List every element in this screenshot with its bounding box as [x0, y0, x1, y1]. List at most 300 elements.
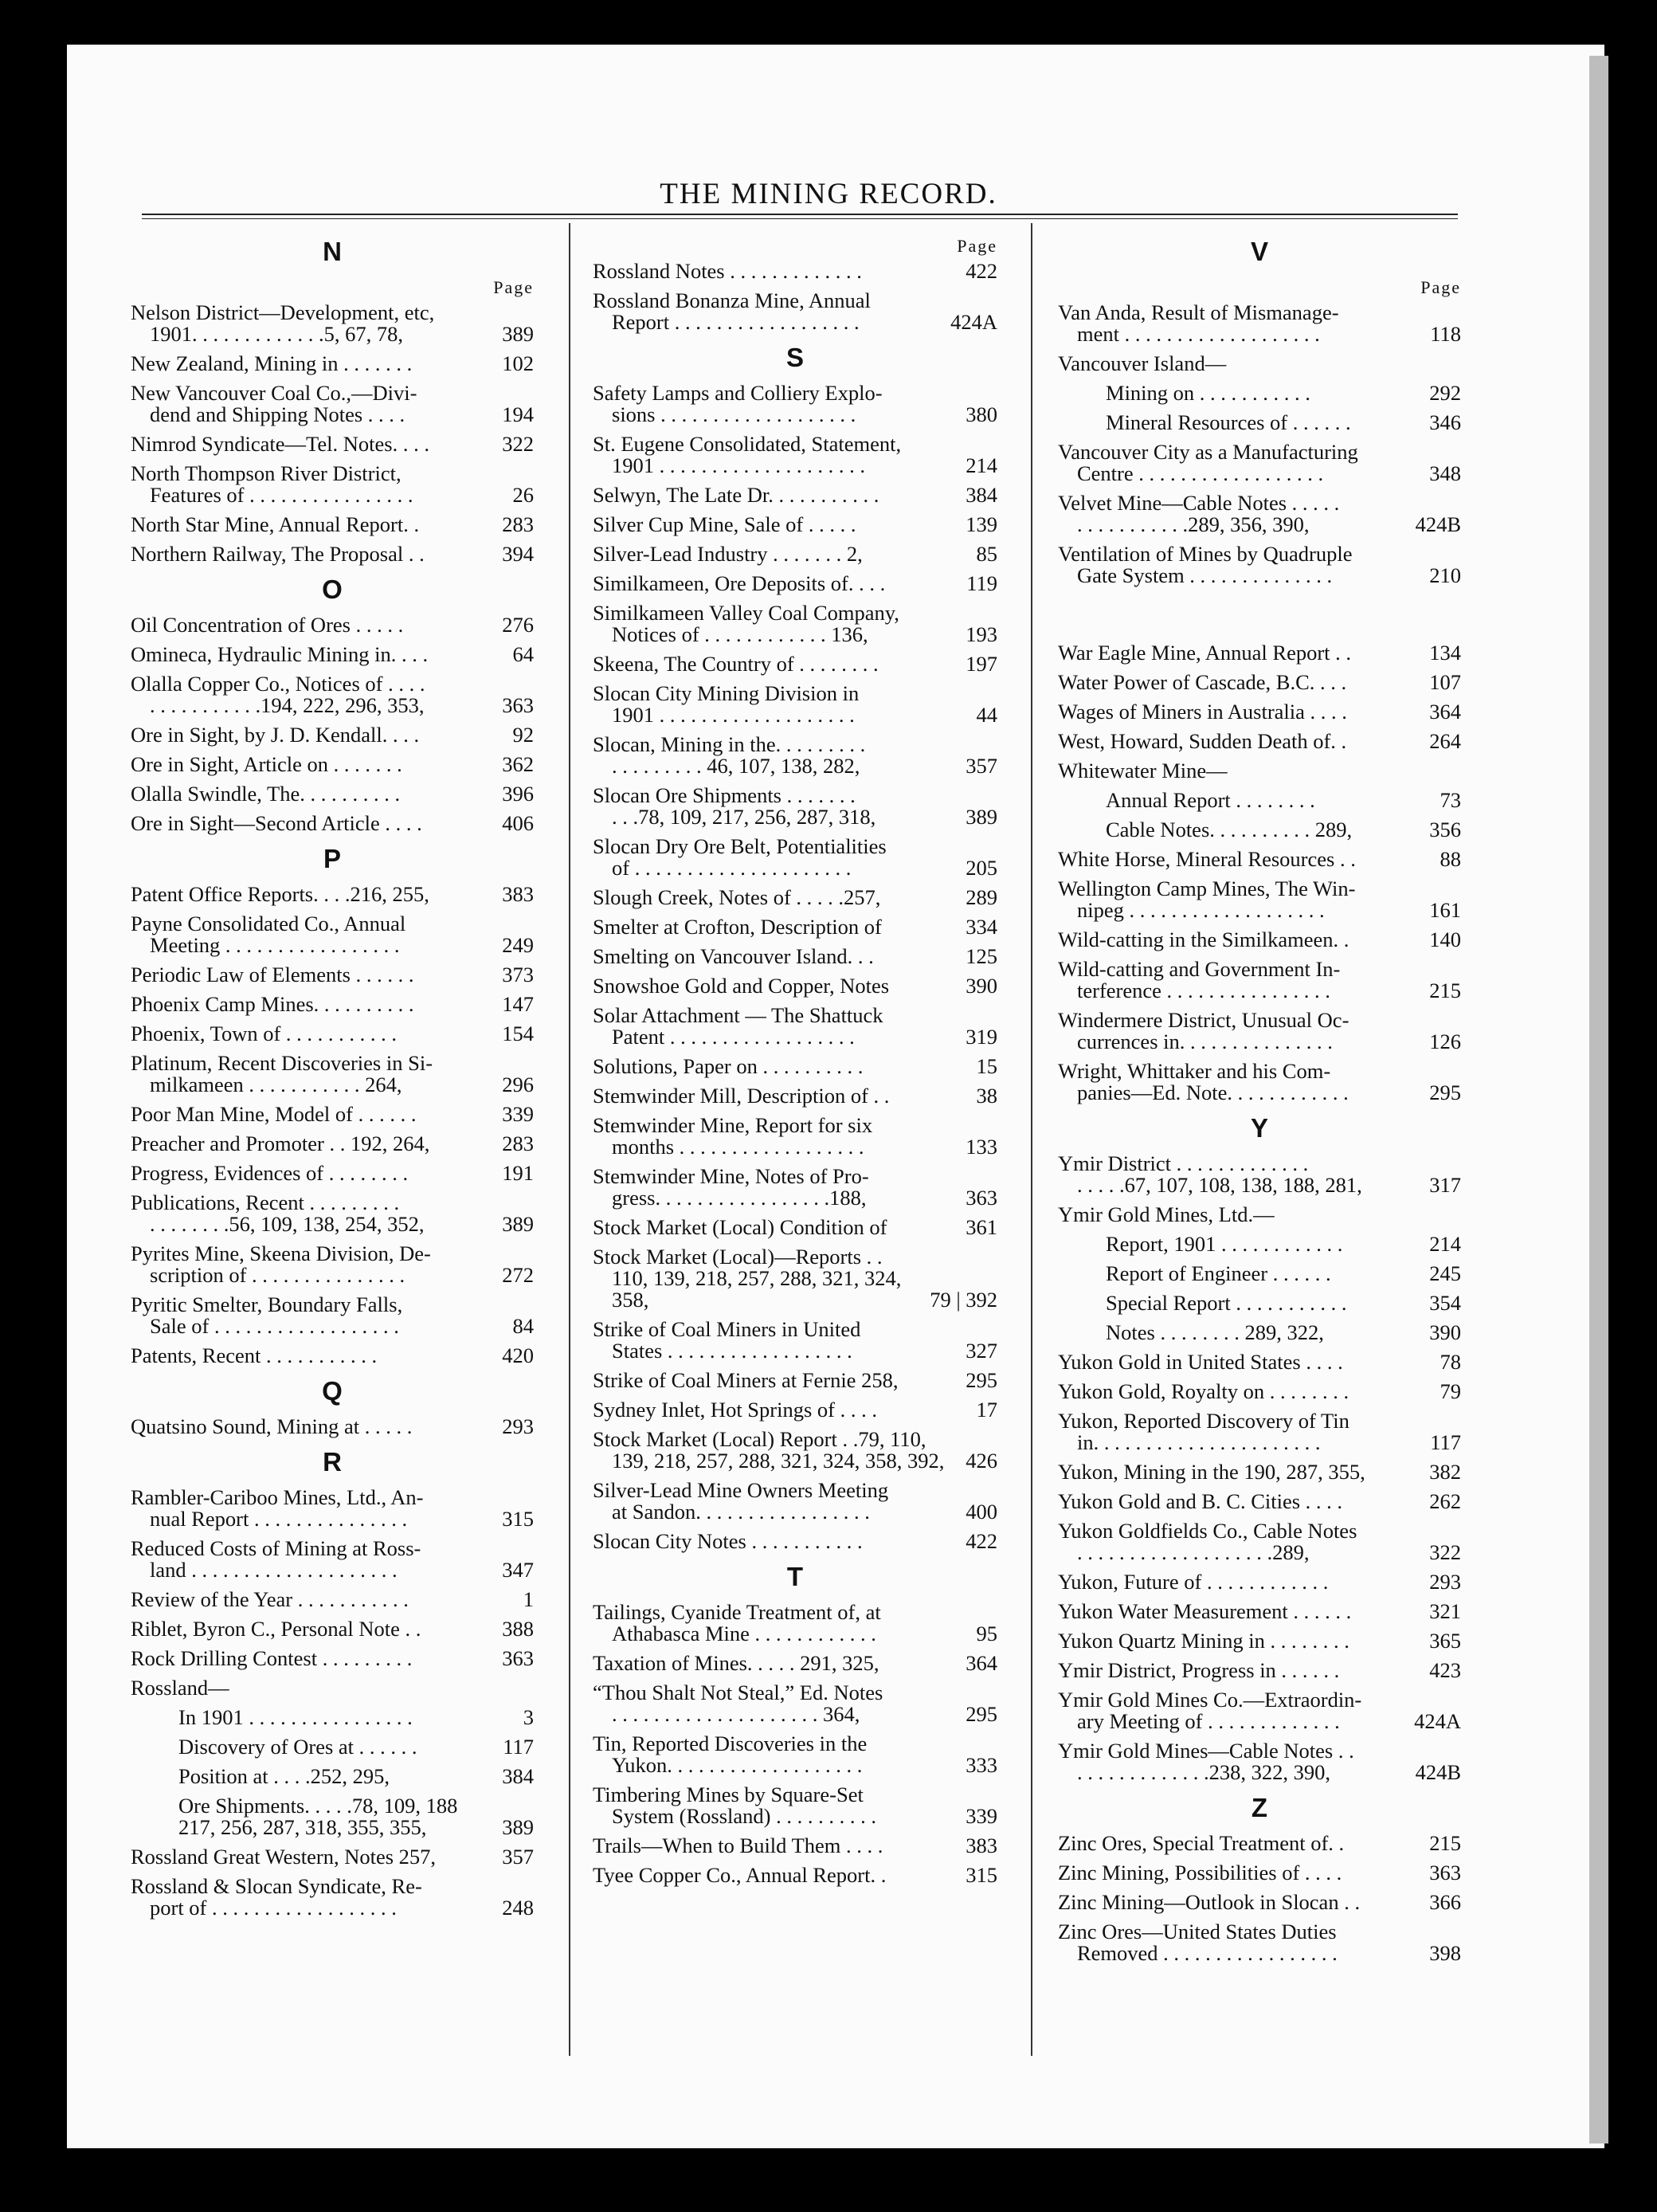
index-entry	[1058, 1656, 1461, 1685]
entry-text	[1058, 1689, 1408, 1732]
entry-line: 1901. . . . . . . . . . . . .5, 67, 78,	[150, 322, 403, 346]
index-entry	[131, 1100, 534, 1129]
entry-line: Trails—When to Build Them . . . .	[593, 1834, 883, 1857]
index-entry	[131, 1019, 534, 1049]
index-entry	[131, 1644, 534, 1673]
entry-line: Meeting . . . . . . . . . . . . . . . . .	[150, 933, 400, 957]
entry-text	[593, 1835, 959, 1857]
index-entry	[1058, 1888, 1461, 1917]
entry-line: New Zealand, Mining in . . . . . . .	[131, 351, 413, 375]
entry-page-number: 356	[1429, 818, 1461, 841]
entry-text	[1106, 819, 1423, 841]
entry-page-number: 88	[1440, 847, 1461, 871]
entry-text	[593, 1115, 959, 1158]
entry-text	[1058, 441, 1423, 484]
entry-text	[131, 783, 496, 805]
entry-line: Notices of . . . . . . . . . . . . 136,	[612, 622, 868, 646]
entry-text	[1058, 492, 1409, 535]
entry-line: Slocan, Mining in the. . . . . . . . .	[593, 732, 866, 756]
index-entry	[593, 1081, 997, 1111]
entry-line: Annual Report . . . . . . . .	[1106, 788, 1315, 812]
index-subentry	[1058, 1230, 1461, 1259]
entry-text	[1106, 1292, 1423, 1314]
entry-text	[131, 884, 496, 905]
entry-page-number: 322	[1429, 1540, 1461, 1564]
entry-text	[593, 1056, 970, 1077]
entry-line: Rossland Notes . . . . . . . . . . . . .	[593, 259, 862, 283]
index-entry	[1058, 925, 1461, 955]
entry-page-number: 384	[502, 1764, 534, 1788]
entry-line: gress. . . . . . . . . . . . . . . . .188,	[612, 1186, 867, 1210]
entry-text	[131, 1294, 507, 1337]
entry-text	[1058, 731, 1423, 752]
entry-line: Strike of Coal Miners in United	[593, 1317, 861, 1341]
entry-text	[131, 964, 496, 986]
entry-page-number: 107	[1429, 670, 1461, 694]
index-entry	[131, 1341, 534, 1371]
entry-line: Silver Cup Mine, Sale of . . . . .	[593, 512, 856, 536]
entry-line: Preacher and Promoter . . 192, 264,	[131, 1131, 430, 1155]
entry-page-number: 102	[502, 351, 534, 375]
entry-page-number: 362	[502, 752, 534, 776]
entry-page-number: 191	[502, 1161, 534, 1185]
entry-text	[1058, 701, 1423, 723]
entry-line: land . . . . . . . . . . . . . . . . . . . .	[150, 1558, 398, 1582]
entry-line: Skeena, The Country of . . . . . . . .	[593, 652, 879, 676]
entry-line: Rossland Bonanza Mine, Annual	[593, 288, 871, 312]
index-entry	[131, 429, 534, 459]
index-entry	[593, 480, 997, 510]
entry-page-number: 79 | 392	[930, 1288, 997, 1312]
entry-line: Stemwinder Mine, Report for six	[593, 1113, 873, 1137]
entry-line: . . . . . . . . . . .194, 222, 296, 353,	[150, 693, 425, 717]
entry-text	[1058, 1461, 1423, 1483]
entry-text	[1058, 760, 1455, 782]
entry-line: currences in. . . . . . . . . . . . . . .	[1077, 1030, 1333, 1053]
index-entry	[593, 1649, 997, 1678]
index-entry	[593, 1780, 997, 1831]
index-column-1	[131, 231, 534, 1923]
entry-page-number: 398	[1429, 1941, 1461, 1965]
entry-text	[1106, 790, 1434, 811]
index-entry	[593, 1395, 997, 1425]
entry-page-number: 92	[512, 723, 534, 747]
page-column-header: Page	[493, 277, 534, 297]
entry-line: Zinc Ores—United States Duties	[1058, 1920, 1337, 1943]
entry-text	[131, 382, 496, 426]
entry-line: West, Howard, Sudden Death of. .	[1058, 729, 1347, 753]
entry-page-number: 272	[502, 1263, 534, 1287]
entry-line: Ore in Sight, Article on . . . . . . .	[131, 752, 402, 776]
entry-line: Rossland—	[131, 1676, 229, 1700]
entry-page-number: 293	[1429, 1570, 1461, 1594]
index-entry	[1058, 1685, 1461, 1736]
entry-line: Stemwinder Mill, Description of . .	[593, 1084, 890, 1108]
entry-text	[593, 1370, 959, 1391]
entry-line: Rock Drilling Contest . . . . . . . . .	[131, 1646, 413, 1670]
entry-line: Velvet Mine—Cable Notes . . . . .	[1058, 491, 1340, 515]
section-letter: T	[786, 1562, 804, 1591]
entry-page-number: 197	[966, 652, 997, 676]
index-entry	[593, 539, 997, 569]
entry-text	[131, 514, 496, 535]
section-letter: Y	[1250, 1113, 1268, 1143]
entry-page-number: 264	[1429, 729, 1461, 753]
entry-line: Publications, Recent . . . . . . . . .	[131, 1190, 400, 1214]
entry-line: Safety Lamps and Colliery Explo-	[593, 381, 883, 405]
entry-text	[1058, 642, 1423, 664]
entry-page-number: 44	[976, 703, 997, 727]
entry-page-number: 334	[966, 915, 997, 939]
entry-text	[131, 1538, 496, 1581]
entry-text	[593, 1429, 959, 1472]
section-letter: Q	[322, 1376, 343, 1406]
entry-page-number: 1	[523, 1587, 534, 1611]
entry-text	[593, 1399, 970, 1421]
entry-text	[131, 644, 507, 665]
entry-line: Ymir Gold Mines—Cable Notes . .	[1058, 1739, 1354, 1763]
entry-page-number: 215	[1429, 1831, 1461, 1855]
entry-text	[1058, 1153, 1423, 1196]
entry-text	[593, 1865, 959, 1886]
entry-line: Silver-Lead Industry . . . . . . . 2,	[593, 542, 863, 566]
index-entry	[1058, 1200, 1461, 1230]
entry-page-number: 384	[966, 483, 997, 507]
entry-page-number: 161	[1429, 898, 1461, 922]
entry-page-number: 154	[502, 1022, 534, 1045]
index-entry	[593, 730, 997, 781]
entry-line: 217, 256, 287, 318, 355, 355,	[178, 1815, 427, 1839]
entry-line: Special Report . . . . . . . . . . .	[1106, 1291, 1347, 1315]
entry-page-number: 125	[966, 944, 997, 968]
entry-text	[593, 602, 959, 645]
entry-line: Vancouver City as a Manufacturing	[1058, 440, 1358, 464]
entry-text	[593, 573, 960, 594]
entry-text	[131, 614, 496, 636]
entry-line: Stock Market (Local) Condition of	[593, 1215, 887, 1239]
entry-page-number: 361	[966, 1215, 997, 1239]
entry-page-number: 363	[502, 1646, 534, 1670]
entry-line: Quatsino Sound, Mining at . . . . .	[131, 1414, 413, 1438]
index-entry	[593, 1598, 997, 1649]
index-entry	[131, 1534, 534, 1585]
entry-page-number: 339	[966, 1804, 997, 1828]
index-entry	[1058, 1567, 1461, 1597]
entry-page-number: 262	[1429, 1489, 1461, 1513]
entry-page-number: 248	[502, 1896, 534, 1920]
index-entry	[1058, 1406, 1461, 1457]
index-entry	[1058, 1057, 1461, 1108]
index-subentry	[131, 1703, 534, 1732]
entry-text	[593, 946, 959, 967]
entry-line: North Thompson River District,	[131, 461, 402, 485]
index-entry	[131, 1585, 534, 1614]
section-letter: P	[323, 844, 341, 873]
entry-line: scription of . . . . . . . . . . . . . . .	[150, 1263, 405, 1287]
entry-page-number: 322	[502, 432, 534, 456]
entry-line: Tailings, Cyanide Treatment of, at	[593, 1600, 881, 1624]
entry-line: Pyrites Mine, Skeena Division, De-	[131, 1241, 431, 1265]
entry-page-number: 85	[976, 542, 997, 566]
entry-line: Tin, Reported Discoveries in the	[593, 1732, 868, 1755]
index-entry	[1058, 1516, 1461, 1567]
entry-page-number: 289	[966, 885, 997, 909]
entry-page-number: 346	[1429, 410, 1461, 434]
index-entry	[1058, 1006, 1461, 1057]
section-letter: Z	[1251, 1793, 1268, 1822]
section-letter	[1058, 590, 1461, 638]
entry-page-number: 214	[966, 453, 997, 477]
entry-text	[1106, 1263, 1423, 1284]
entry-text	[1106, 412, 1423, 433]
index-entry	[1058, 1457, 1461, 1487]
entry-page-number: 15	[976, 1054, 997, 1078]
index-entry	[1058, 437, 1461, 488]
entry-line: Yukon, Reported Discovery of Tin	[1058, 1409, 1349, 1433]
entry-page-number: 426	[966, 1449, 997, 1473]
entry-text	[1058, 543, 1423, 586]
index-entry	[593, 1052, 997, 1081]
entry-page-number: 422	[966, 1529, 997, 1553]
index-entry	[131, 990, 534, 1019]
entry-text	[131, 1133, 496, 1155]
entry-text	[593, 1246, 923, 1311]
entry-page-number: 423	[1429, 1658, 1461, 1682]
entry-line: New Vancouver Coal Co.,—Divi-	[131, 381, 417, 405]
entry-text	[1058, 1351, 1434, 1373]
index-entry	[593, 883, 997, 912]
entry-page-number: 406	[502, 811, 534, 835]
entry-line: 139, 218, 257, 288, 321, 324, 358, 392,	[612, 1449, 945, 1473]
entry-page-number: 319	[966, 1025, 997, 1049]
index-entry	[131, 720, 534, 750]
entry-text	[1058, 929, 1423, 951]
entry-text	[1058, 1061, 1423, 1104]
index-entry	[131, 1614, 534, 1644]
entry-line: In 1901 . . . . . . . . . . . . . . . .	[178, 1705, 413, 1729]
entry-page-number: 283	[502, 512, 534, 536]
entry-text	[178, 1736, 496, 1758]
entry-line: nipeg . . . . . . . . . . . . . . . . . . .	[1077, 898, 1325, 922]
entry-text	[1058, 1601, 1423, 1622]
index-entry	[593, 569, 997, 598]
entry-line: Similkameen, Ore Deposits of. . . .	[593, 571, 886, 595]
entry-line: Silver-Lead Mine Owners Meeting	[593, 1478, 889, 1502]
index-entry	[131, 640, 534, 669]
index-entry	[593, 1861, 997, 1890]
entry-page-number: 214	[1429, 1232, 1461, 1256]
entry-line: Riblet, Byron C., Personal Note . .	[131, 1617, 421, 1641]
entry-line: War Eagle Mine, Annual Report . .	[1058, 641, 1352, 665]
entry-line: States . . . . . . . . . . . . . . . . . .	[612, 1339, 852, 1363]
entry-text	[131, 913, 496, 956]
entry-text	[131, 1487, 496, 1530]
index-entry	[593, 649, 997, 679]
entry-line: Zinc Mining—Outlook in Slocan . .	[1058, 1890, 1361, 1914]
entry-page-number: 373	[502, 963, 534, 986]
index-column-2	[593, 231, 997, 1890]
entry-line: dend and Shipping Notes . . . .	[150, 402, 405, 426]
entry-line: Pyritic Smelter, Boundary Falls,	[131, 1292, 403, 1316]
entry-line: St. Eugene Consolidated, Statement,	[593, 432, 902, 456]
entry-line: . . . . . . . .56, 109, 138, 254, 352,	[150, 1212, 425, 1236]
entry-line: 1901 . . . . . . . . . . . . . . . . . . . .	[612, 453, 865, 477]
entry-text	[131, 673, 496, 716]
index-entry	[131, 669, 534, 720]
entry-text	[593, 916, 959, 938]
entry-line: Ventilation of Mines by Quadruple	[1058, 542, 1353, 566]
entry-page-number: 390	[1429, 1320, 1461, 1344]
entry-page-number: 293	[502, 1414, 534, 1438]
entry-page-number: 389	[502, 1212, 534, 1236]
entry-text	[131, 1163, 496, 1184]
index-subentry	[1058, 1318, 1461, 1347]
section-letter: S	[785, 343, 804, 372]
entry-line: Report . . . . . . . . . . . . . . . . . .	[612, 310, 860, 334]
entry-text	[593, 836, 959, 879]
entry-text	[1058, 1660, 1423, 1681]
entry-page-number: 84	[512, 1314, 534, 1338]
entry-page-number: 210	[1429, 563, 1461, 587]
entry-text	[131, 1345, 496, 1367]
index-entry	[593, 1425, 997, 1476]
index-column-3	[1058, 231, 1461, 1968]
entry-line: Yukon Gold in United States . . . .	[1058, 1350, 1343, 1374]
entry-text	[131, 1677, 527, 1699]
entry-text	[1058, 1010, 1423, 1053]
entry-page-number: 126	[1429, 1030, 1461, 1053]
entry-page-number: 354	[1429, 1291, 1461, 1315]
entry-text	[131, 1023, 496, 1045]
entry-page-number: 383	[966, 1834, 997, 1857]
entry-page-number: 363	[966, 1186, 997, 1210]
entry-line: Features of . . . . . . . . . . . . . . . .	[150, 483, 413, 507]
entry-line: Yukon, Future of . . . . . . . . . . . .	[1058, 1570, 1329, 1594]
entry-line: Rambler-Cariboo Mines, Ltd., An-	[131, 1485, 424, 1509]
page-column-header: Page	[1420, 277, 1461, 297]
entry-line: System (Rossland) . . . . . . . . . .	[612, 1804, 876, 1828]
entry-text	[178, 1795, 496, 1838]
entry-page-number: 400	[966, 1500, 997, 1524]
entry-page-number: 95	[976, 1622, 997, 1645]
index-entry	[131, 809, 534, 838]
entry-line: Athabasca Mine . . . . . . . . . . . .	[612, 1622, 876, 1645]
entry-line: Cable Notes. . . . . . . . . . 289,	[1106, 818, 1353, 841]
entry-page-number: 424B	[1415, 1760, 1461, 1784]
entry-page-number: 249	[502, 933, 534, 957]
index-subentry	[1058, 815, 1461, 845]
page-column-header: Page	[957, 236, 997, 256]
entry-page-number: 365	[1429, 1629, 1461, 1653]
entry-line: ary Meeting of . . . . . . . . . . . . .	[1077, 1709, 1340, 1733]
entry-line: Zinc Mining, Possibilities of . . . .	[1058, 1861, 1342, 1885]
section-letter: R	[323, 1447, 342, 1477]
entry-page-number: 73	[1440, 788, 1461, 812]
index-entry	[1058, 488, 1461, 539]
index-entry	[1058, 1917, 1461, 1968]
entry-line: Rossland & Slocan Syndicate, Re-	[131, 1874, 422, 1898]
entry-text	[1058, 959, 1423, 1002]
entry-page-number: 295	[1429, 1081, 1461, 1104]
entry-line: in. . . . . . . . . . . . . . . . . . . . . .	[1077, 1430, 1321, 1454]
entry-line: Ymir Gold Mines Co.—Extraordin-	[1058, 1688, 1362, 1712]
index-subentry	[1058, 1288, 1461, 1318]
index-entry	[131, 298, 534, 349]
index-entry	[593, 781, 997, 832]
entry-line: Ore Shipments. . . . .78, 109, 188	[178, 1794, 458, 1818]
index-entry	[131, 1239, 534, 1290]
entry-line: Wild-catting and Government In-	[1058, 957, 1341, 981]
entry-page-number: 389	[502, 322, 534, 346]
entry-line: Oil Concentration of Ores . . . . .	[131, 613, 404, 637]
index-entry	[593, 1831, 997, 1861]
entry-page-number: 292	[1429, 381, 1461, 405]
index-subentry	[1058, 1259, 1461, 1288]
index-entry	[593, 1001, 997, 1052]
entry-line: Slocan Dry Ore Belt, Potentialities	[593, 834, 887, 858]
entry-text	[131, 1192, 496, 1235]
index-entry	[1058, 955, 1461, 1006]
entry-line: Wellington Camp Mines, The Win-	[1058, 877, 1356, 900]
entry-page-number: 380	[966, 402, 997, 426]
entry-line: Slocan City Mining Division in	[593, 681, 860, 705]
entry-page-number: 245	[1429, 1261, 1461, 1285]
entry-line: panies—Ed. Note. . . . . . . . . . . .	[1077, 1081, 1349, 1104]
entry-text	[593, 514, 959, 535]
section-letter: N	[323, 237, 342, 266]
entry-page-number: 388	[502, 1617, 534, 1641]
entry-page-number: 348	[1429, 461, 1461, 485]
entry-line: Similkameen Valley Coal Company,	[593, 601, 899, 625]
entry-text	[593, 433, 959, 477]
index-entry	[1058, 349, 1461, 378]
index-entry	[131, 750, 534, 779]
entry-text	[1058, 1862, 1423, 1884]
entry-page-number: 296	[502, 1073, 534, 1096]
entry-page-number: 118	[1430, 322, 1461, 346]
entry-page-number: 315	[966, 1863, 997, 1887]
entry-line: Smelting on Vancouver Island. . .	[593, 944, 874, 968]
page-edge	[1589, 56, 1608, 2143]
index-entry	[593, 510, 997, 539]
entry-line: . . . . . . . . . . . . . . . . . . .289,	[1077, 1540, 1310, 1564]
index-entry	[1058, 1597, 1461, 1626]
entry-page-number: 133	[966, 1135, 997, 1159]
entry-line: Snowshoe Gold and Copper, Notes	[593, 974, 890, 998]
entry-page-number: 38	[976, 1084, 997, 1108]
index-entry	[593, 1111, 997, 1162]
entry-line: Northern Railway, The Proposal . .	[131, 542, 425, 566]
entry-page-number: 389	[502, 1815, 534, 1839]
index-entry	[131, 779, 534, 809]
entry-line: Strike of Coal Miners at Fernie 258,	[593, 1368, 899, 1392]
entry-page-number: 79	[1440, 1379, 1461, 1403]
entry-page-number: 321	[1429, 1599, 1461, 1623]
index-entry	[593, 832, 997, 883]
entry-line: Sydney Inlet, Hot Springs of . . . .	[593, 1398, 877, 1422]
entry-page-number: 295	[966, 1702, 997, 1726]
entry-text	[593, 1733, 959, 1776]
entry-text	[593, 785, 959, 828]
column-divider	[1031, 223, 1032, 2056]
page-title: THE MINING RECORD.	[660, 178, 997, 210]
entry-line: Slocan Ore Shipments . . . . . . .	[593, 783, 856, 807]
entry-line: . . . . . . . . . 46, 107, 138, 282,	[612, 754, 860, 778]
entry-text	[1058, 1571, 1423, 1593]
index-entry	[1058, 638, 1461, 668]
entry-line: 110, 139, 218, 257, 288, 321, 324, 358,	[612, 1266, 902, 1312]
entry-line: Phoenix Camp Mines. . . . . . . . . .	[131, 992, 414, 1016]
